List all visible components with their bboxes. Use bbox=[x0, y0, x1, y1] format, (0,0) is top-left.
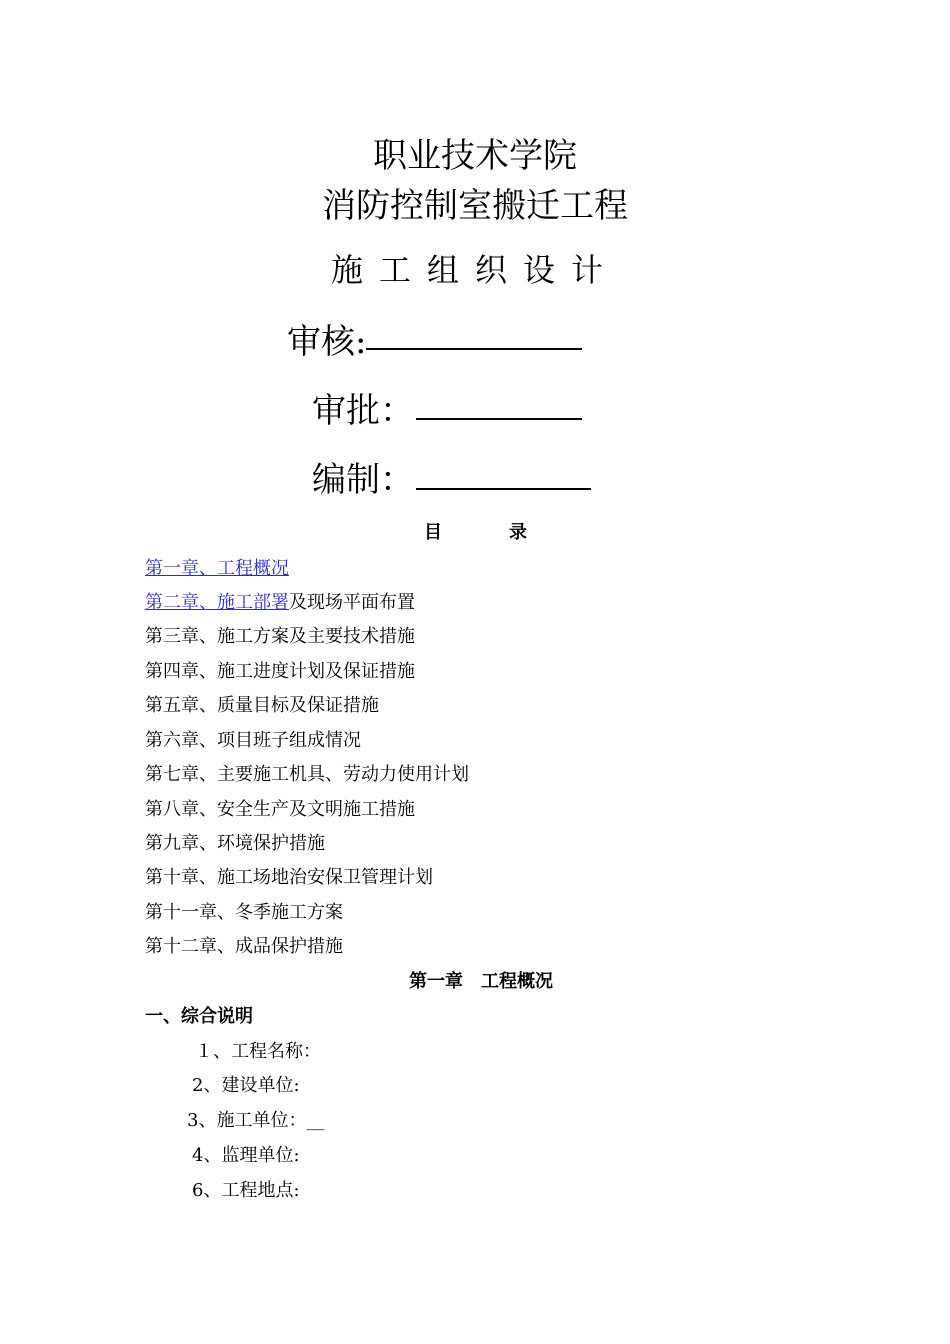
toc-item-text: 第三章、施工方案及主要技术措施 bbox=[145, 626, 415, 647]
field-owner: 2、建设单位: bbox=[192, 1075, 300, 1096]
approve-label: 审批： bbox=[312, 391, 414, 431]
toc-item-text: 及现场平面布置 bbox=[289, 592, 415, 613]
toc-item-text: 第八章、安全生产及文明施工措施 bbox=[145, 799, 415, 820]
toc-item bbox=[145, 657, 415, 683]
toc-item-text: 第七章、主要施工机具、劳动力使用计划 bbox=[145, 764, 469, 785]
cover-title-document: 施工组织设计 bbox=[330, 251, 619, 289]
toc-item-text: 第六章、项目班子组成情况 bbox=[145, 730, 361, 751]
approve-signature-line[interactable] bbox=[416, 418, 582, 420]
toc-item-text: 第十章、施工场地治安保卫管理计划 bbox=[145, 867, 433, 888]
toc-heading-left: 目 bbox=[424, 522, 442, 543]
review-signature-line[interactable] bbox=[366, 348, 582, 350]
toc-item bbox=[145, 760, 469, 786]
toc-item bbox=[145, 622, 415, 648]
toc-item-text: 第十二章、成品保护措施 bbox=[145, 936, 343, 957]
cover-title-project: 消防控制室搬迁工程 bbox=[322, 186, 628, 226]
compile-label: 编制： bbox=[312, 460, 414, 500]
compile-signature-line[interactable] bbox=[416, 488, 591, 490]
toc-item bbox=[145, 726, 361, 752]
toc-link[interactable]: 第一章、工程概况 bbox=[145, 558, 289, 579]
toc-item[interactable] bbox=[145, 554, 289, 580]
field-supervisor: 4、监理单位: bbox=[192, 1145, 300, 1166]
field-location: 6、工程地点: bbox=[192, 1180, 300, 1201]
field-project-name: １、工程名称： bbox=[195, 1041, 321, 1062]
toc-item-text: 第五章、质量目标及保证措施 bbox=[145, 695, 379, 716]
toc-item bbox=[145, 863, 433, 889]
field-contractor: 3、施工单位：__ bbox=[187, 1110, 325, 1131]
toc-item bbox=[145, 932, 343, 958]
toc-item[interactable] bbox=[145, 588, 415, 614]
toc-item bbox=[145, 829, 325, 855]
review-label: 审核: bbox=[287, 322, 367, 362]
section-heading: 一、综合说明 bbox=[145, 1006, 253, 1027]
toc-link[interactable]: 第二章、施工部署 bbox=[145, 592, 289, 613]
toc-item bbox=[145, 795, 415, 821]
toc-item-text: 第四章、施工进度计划及保证措施 bbox=[145, 661, 415, 682]
chapter-title: 第一章 工程概况 bbox=[409, 971, 553, 992]
cover-title-school: 职业技术学院 bbox=[373, 136, 577, 176]
toc-item-text: 第十一章、冬季施工方案 bbox=[145, 902, 343, 923]
toc-item-text: 第九章、环境保护措施 bbox=[145, 833, 325, 854]
toc-heading-right: 录 bbox=[509, 522, 527, 543]
toc-item bbox=[145, 898, 343, 924]
toc-item bbox=[145, 691, 379, 717]
